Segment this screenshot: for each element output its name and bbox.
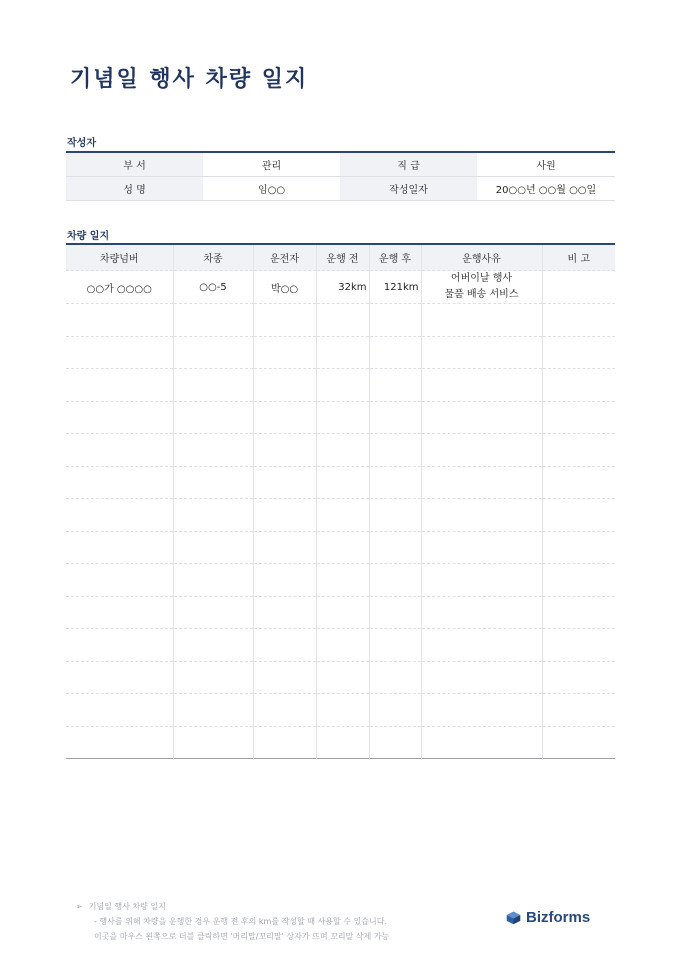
dept-label: 부 서 [66, 152, 203, 177]
cell-plate[interactable] [66, 401, 173, 434]
cell-before[interactable] [316, 694, 369, 727]
rank-label: 직 급 [340, 152, 477, 177]
cell-after[interactable] [369, 531, 421, 564]
header-plate: 차량넘버 [66, 244, 173, 271]
cell-before[interactable] [316, 564, 369, 597]
cell-plate[interactable]: ○○가 ○○○○ [66, 271, 173, 304]
cell-model[interactable] [173, 694, 253, 727]
cell-reason[interactable] [421, 466, 542, 499]
cell-plate[interactable] [66, 434, 173, 467]
cell-driver[interactable] [253, 336, 316, 369]
cell-driver[interactable] [253, 531, 316, 564]
cell-model[interactable] [173, 531, 253, 564]
cell-reason[interactable] [421, 304, 542, 337]
cell-reason[interactable] [421, 271, 542, 304]
author-row [66, 152, 615, 177]
cell-after[interactable] [369, 434, 421, 467]
cell-reason[interactable] [421, 434, 542, 467]
name-value[interactable]: 임○○ [203, 177, 340, 201]
cell-plate[interactable] [66, 369, 173, 402]
name-label: 성 명 [66, 177, 203, 201]
cell-reason[interactable] [421, 694, 542, 727]
cell-before[interactable] [316, 629, 369, 662]
cell-driver[interactable] [253, 726, 316, 759]
cell-note[interactable] [542, 336, 615, 369]
cell-note[interactable] [542, 694, 615, 727]
cell-driver[interactable] [253, 661, 316, 694]
cell-note[interactable] [542, 596, 615, 629]
table-row [66, 661, 615, 694]
dept-value[interactable]: 관리 [203, 152, 340, 177]
table-row [66, 694, 615, 727]
cell-plate[interactable] [66, 531, 173, 564]
date-label: 작성일자 [340, 177, 477, 201]
cell-before[interactable] [316, 596, 369, 629]
cell-before[interactable] [316, 434, 369, 467]
header-row [66, 244, 615, 271]
cell-reason[interactable] [421, 531, 542, 564]
cell-after[interactable] [369, 466, 421, 499]
table-row [66, 596, 615, 629]
cell-model[interactable] [173, 434, 253, 467]
cell-driver[interactable] [253, 694, 316, 727]
table-row [66, 499, 615, 532]
vehicle-log-table [66, 243, 615, 759]
table-row [66, 531, 615, 564]
page-footer[interactable] [76, 899, 389, 944]
bullet-icon: ➢ [76, 902, 83, 911]
cell-reason[interactable] [421, 596, 542, 629]
cell-after[interactable]: 121km [369, 271, 421, 304]
cell-driver[interactable] [253, 564, 316, 597]
cell-plate[interactable] [66, 596, 173, 629]
cell-after[interactable] [369, 304, 421, 337]
cell-driver[interactable] [253, 629, 316, 662]
cell-before[interactable]: 32km [316, 271, 369, 304]
header-model: 차종 [173, 244, 253, 271]
cell-before[interactable] [316, 304, 369, 337]
table-row [66, 401, 615, 434]
cell-before[interactable] [316, 726, 369, 759]
cell-note[interactable] [542, 661, 615, 694]
cell-note[interactable] [542, 629, 615, 662]
cell-model[interactable] [173, 661, 253, 694]
table-row [66, 336, 615, 369]
cell-driver[interactable] [253, 499, 316, 532]
cell-driver[interactable] [253, 401, 316, 434]
cell-before[interactable] [316, 336, 369, 369]
table-row [66, 726, 615, 759]
cell-model[interactable] [173, 499, 253, 532]
date-value[interactable]: 20○○년 ○○월 ○○일 [477, 177, 615, 201]
cell-reason[interactable] [421, 369, 542, 402]
header-after: 운행 후 [369, 244, 421, 271]
author-row [66, 177, 615, 201]
log-section-label: 차량 일지 [67, 231, 110, 242]
cell-before[interactable] [316, 369, 369, 402]
cell-after[interactable] [369, 629, 421, 662]
author-table [66, 151, 615, 201]
cell-note[interactable] [542, 499, 615, 532]
cell-reason[interactable] [421, 336, 542, 369]
cell-model[interactable] [173, 629, 253, 662]
cell-model[interactable]: ○○-5 [173, 271, 253, 304]
cell-after[interactable] [369, 499, 421, 532]
brand-name: Bizforms [526, 909, 591, 926]
cell-model[interactable] [173, 564, 253, 597]
footer-title: 기념일 행사 차량 일지 [88, 902, 166, 911]
footer-description: - 행사를 위해 차량을 운행한 경우 운행 전 후의 km를 작성할 때 사용할 수 있습니다. [94, 917, 388, 926]
rank-value[interactable]: 사원 [477, 152, 615, 177]
cell-after[interactable] [369, 726, 421, 759]
table-row [66, 271, 615, 304]
cell-plate[interactable] [66, 629, 173, 662]
cell-before[interactable] [316, 401, 369, 434]
cell-note[interactable] [542, 726, 615, 759]
page-title: 기념일 행사 차량 일지 [70, 67, 309, 92]
cell-driver[interactable] [253, 596, 316, 629]
table-row [66, 434, 615, 467]
cell-model[interactable] [173, 336, 253, 369]
reason-line-2: 물품 배송 서비스 [444, 289, 519, 300]
cell-plate[interactable] [66, 564, 173, 597]
cell-after[interactable] [369, 596, 421, 629]
cell-before[interactable] [316, 466, 369, 499]
cell-after[interactable] [369, 336, 421, 369]
cell-after[interactable] [369, 661, 421, 694]
header-driver: 운전자 [253, 244, 316, 271]
cell-note[interactable] [542, 304, 615, 337]
cell-driver[interactable] [253, 304, 316, 337]
cell-model[interactable] [173, 466, 253, 499]
table-row [66, 629, 615, 662]
cell-plate[interactable] [66, 336, 173, 369]
header-reason: 운행사유 [421, 244, 542, 271]
cell-note[interactable] [542, 466, 615, 499]
cell-note[interactable] [542, 271, 615, 304]
bizforms-logo-icon [505, 909, 522, 926]
cell-plate[interactable] [66, 304, 173, 337]
footer-hint: 이곳을 마우스 왼쪽으로 더블 클릭하면 '머리말/꼬리말' 상자가 뜨며 꼬리말 삭제 가능 [94, 932, 390, 941]
cell-reason[interactable] [421, 499, 542, 532]
brand-logo [505, 909, 590, 926]
cell-plate[interactable] [66, 499, 173, 532]
table-row [66, 369, 615, 402]
cell-reason[interactable] [421, 661, 542, 694]
cell-plate[interactable] [66, 466, 173, 499]
cell-reason[interactable] [421, 564, 542, 597]
cell-after[interactable] [369, 369, 421, 402]
cell-driver[interactable]: 박○○ [253, 271, 316, 304]
cell-driver[interactable] [253, 434, 316, 467]
cell-before[interactable] [316, 499, 369, 532]
cell-plate[interactable] [66, 694, 173, 727]
reason-line-1: 어버이날 행사 [450, 273, 513, 284]
cell-reason[interactable] [421, 629, 542, 662]
cell-driver[interactable] [253, 466, 316, 499]
cell-after[interactable] [369, 401, 421, 434]
author-section-label: 작성자 [67, 138, 96, 149]
cell-note[interactable] [542, 369, 615, 402]
cell-note[interactable] [542, 401, 615, 434]
cell-plate[interactable] [66, 726, 173, 759]
cell-model[interactable] [173, 304, 253, 337]
table-row [66, 564, 615, 597]
cell-plate[interactable] [66, 661, 173, 694]
cell-before[interactable] [316, 531, 369, 564]
header-note: 비 고 [542, 244, 615, 271]
cell-model[interactable] [173, 401, 253, 434]
cell-after[interactable] [369, 694, 421, 727]
table-row [66, 304, 615, 337]
cell-after[interactable] [369, 564, 421, 597]
cell-model[interactable] [173, 596, 253, 629]
cell-before[interactable] [316, 661, 369, 694]
cell-note[interactable] [542, 564, 615, 597]
cell-driver[interactable] [253, 369, 316, 402]
cell-reason[interactable] [421, 726, 542, 759]
table-row [66, 466, 615, 499]
cell-note[interactable] [542, 531, 615, 564]
cell-reason[interactable] [421, 401, 542, 434]
cell-note[interactable] [542, 434, 615, 467]
cell-model[interactable] [173, 726, 253, 759]
header-before: 운행 전 [316, 244, 369, 271]
cell-model[interactable] [173, 369, 253, 402]
